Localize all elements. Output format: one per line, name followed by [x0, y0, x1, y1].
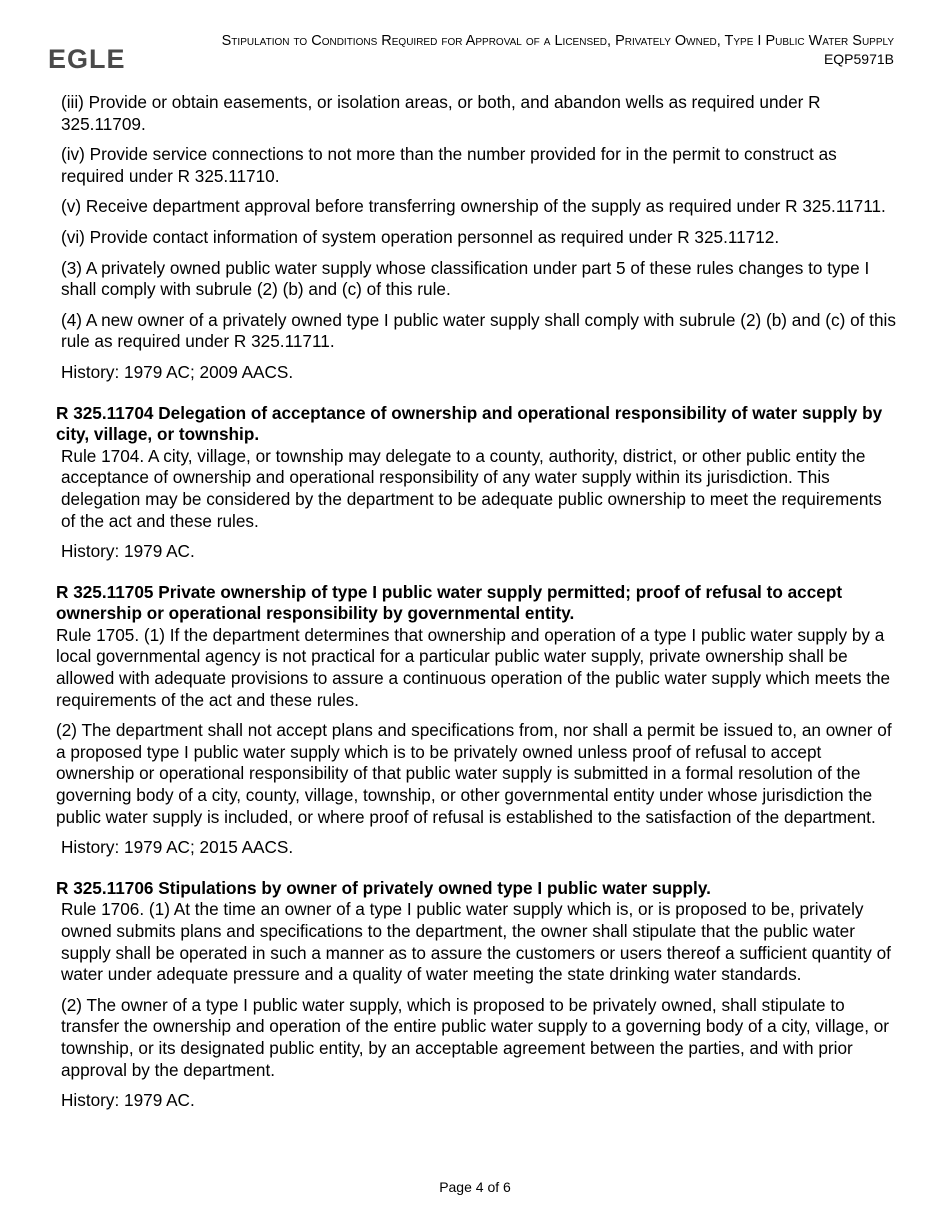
section-body-1706-1: Rule 1706. (1) At the time an owner of a type I public water supply which is, or is proposed to be, privately owned submits plans and specifications to the department, the owner shall stipulate that the public water supply shall be operated in such a manner as to assure the customers or users thereof a sufficient quantity of water under adequate pressure and a quality of water meeting the state drinking water standards. [61, 899, 891, 985]
history-note: History: 1979 AC. [61, 541, 195, 562]
section-body-1704: Rule 1704. A city, village, or township may delegate to a county, authority, district, or other public entity the acceptance of ownership and operational responsibility of any water supply within its jurisdiction. This delegation may be considered by the department to be adequate public ownership to meet the requirements of the act and these rules. [61, 445, 882, 531]
paragraph: (vi) Provide contact information of system operation personnel as required under R 325.11712. [61, 226, 780, 247]
section-body-1706-2: (2) The owner of a type I public water supply, which is proposed to be privately owned, shall stipulate to transfer the ownership and operation of the entire public water supply to a governing body of a city, village, or township, or its designated public entity, by an acceptable agreement between the parties, and with prior approval by the department. [61, 994, 890, 1080]
document-body [56, 92, 896, 1121]
paragraph: (v) Receive department approval before transferring ownership of the supply as required under R 325.11711. [61, 196, 886, 217]
section-heading-1704: R 325.11704 Delegation of acceptance of ownership and operational responsibility of water supply by city, village, or township. [56, 402, 883, 445]
section-heading-1706: R 325.11706 Stipulations by owner of privately owned type I public water supply. [56, 877, 711, 898]
logo-text: EGLE [48, 44, 126, 72]
history-note: History: 1979 AC; 2009 AACS. [61, 361, 294, 382]
history-note: History: 1979 AC; 2015 AACS. [61, 837, 294, 858]
egle-logo [48, 44, 128, 72]
section-heading-1705: R 325.11705 Private ownership of type I public water supply permitted; proof of refusal to accept ownership or operational responsibility by governmental entity. [56, 581, 843, 624]
section-body-1705-2: (2) The department shall not accept plans and specifications from, nor shall a permit be issued to, an owner of a proposed type I public water supply which is to be privately owned unless proof of refusal to accept ownership or operational responsibility of that public water supply is submitted in a formal resolution of the governing body of a city, county, village, township, or other governmental entity under whose jurisdiction the public water supply is included, or where proof of refusal is established to the satisfaction of the department. [56, 720, 892, 827]
section-body-1705-1: Rule 1705. (1) If the department determines that ownership and operation of a type I public water supply by a local governmental agency is not practical for a particular public water supply, private ownership shall be allowed with adequate provisions to assure a continuous operation of the public water supply which meets the requirements of the act and these rules. [56, 624, 891, 710]
paragraph: (iv) Provide service connections to not more than the number provided for in the permit to construct as required under R 325.11710. [61, 144, 837, 186]
history-note: History: 1979 AC. [61, 1090, 195, 1111]
page-header [0, 0, 950, 75]
paragraph: (4) A new owner of a privately owned type I public water supply shall comply with subrule (2) (b) and (c) of this rule as required under R 325.11711. [61, 309, 896, 352]
paragraph: (3) A privately owned public water supply whose classification under part 5 of these rules changes to type I shall comply with subrule (2) (b) and (c) of this rule. [61, 257, 870, 300]
form-number: EQP5971B [823, 51, 894, 67]
paragraph: (iii) Provide or obtain easements, or isolation areas, or both, and abandon wells as required under R 325.11709. [61, 92, 821, 134]
form-title: Stipulation to Conditions Required for Approval of a Licensed, Privately Owned, Type I Public Water Supply [221, 33, 894, 49]
page-number: Page 4 of 6 [439, 1179, 511, 1195]
